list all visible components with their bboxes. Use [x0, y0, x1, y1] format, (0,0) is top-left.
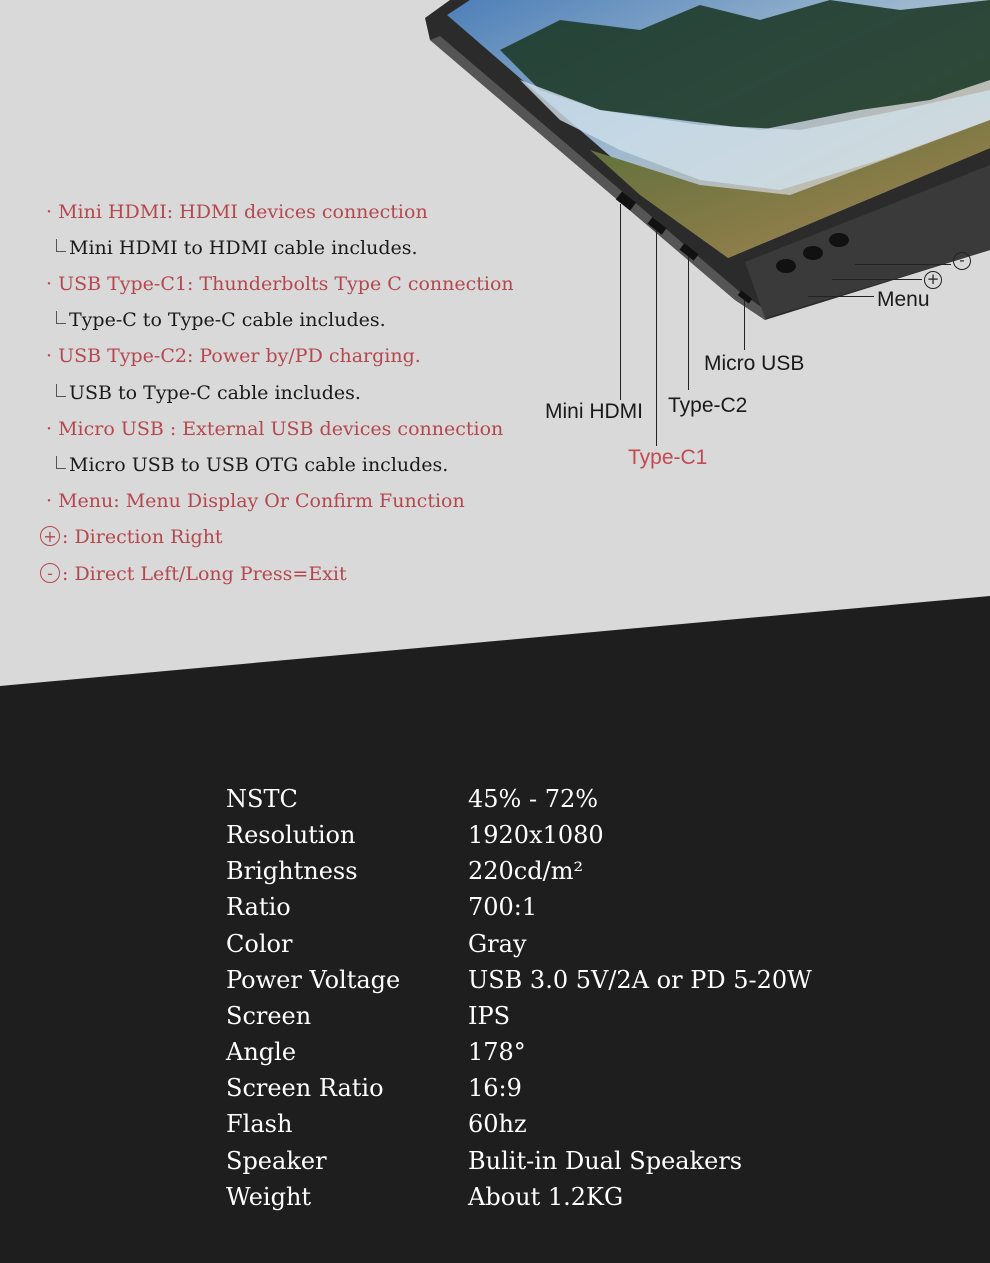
feature-type-c1-note: [56, 309, 386, 331]
callout-mini-hdmi: Mini HDMI: [545, 400, 643, 423]
spec-value: Gray: [468, 930, 527, 958]
spec-label: NSTC: [226, 785, 298, 813]
spec-value: 45% - 72%: [468, 785, 599, 813]
feature-type-c1: · USB Type-C1: Thunderbolts Type C connection: [46, 273, 514, 295]
spec-label: Speaker: [226, 1147, 327, 1175]
feature-note-text: USB to Type-C cable includes.: [69, 382, 361, 404]
spec-row: [226, 821, 926, 857]
spec-value: 178°: [468, 1038, 526, 1066]
button-menu-shape: [776, 259, 796, 273]
callout-minus-icon: -: [953, 252, 971, 270]
spec-value: 16:9: [468, 1074, 522, 1102]
feature-note-text: Mini HDMI to HDMI cable includes.: [69, 237, 418, 259]
callout-line-micro-usb: [744, 300, 745, 350]
feature-mini-hdmi-note: [56, 237, 418, 259]
corner-bracket-icon: [56, 384, 66, 397]
spec-label: Weight: [226, 1183, 312, 1211]
spec-row: [226, 857, 926, 893]
spec-value: About 1.2KG: [468, 1183, 624, 1211]
callout-line-minus: [855, 264, 951, 265]
spec-label: Resolution: [226, 821, 356, 849]
spec-label: Color: [226, 930, 293, 958]
callout-type-c2: Type-C2: [668, 394, 748, 417]
callout-line-mini-hdmi: [620, 204, 621, 400]
spec-value: Bulit-in Dual Speakers: [468, 1147, 743, 1175]
feature-plus-text: : Direction Right: [62, 526, 223, 548]
feature-note-text: Type-C to Type-C cable includes.: [69, 309, 386, 331]
spec-label: Brightness: [226, 857, 358, 885]
spec-row: [226, 893, 926, 929]
spec-row: [226, 1002, 926, 1038]
corner-bracket-icon: [56, 311, 66, 324]
spec-value: 220cd/m²: [468, 857, 584, 885]
spec-label: Screen Ratio: [226, 1074, 384, 1102]
callout-line-type-c1: [656, 230, 657, 446]
callout-line-type-c2: [688, 256, 689, 390]
plus-circle-icon: +: [40, 526, 60, 546]
feature-micro-usb: · Micro USB : External USB devices connection: [46, 418, 504, 440]
spec-row: [226, 1147, 926, 1183]
spec-value: USB 3.0 5V/2A or PD 5-20W: [468, 966, 812, 994]
feature-minus-text: : Direct Left/Long Press=Exit: [62, 563, 347, 585]
spec-value: 60hz: [468, 1110, 527, 1138]
spec-row: [226, 930, 926, 966]
callout-type-c1: Type-C1: [628, 446, 708, 469]
spec-value: 1920x1080: [468, 821, 604, 849]
feature-type-c2: · USB Type-C2: Power by/PD charging.: [46, 345, 421, 367]
spec-value: 700:1: [468, 893, 538, 921]
spec-label: Screen: [226, 1002, 312, 1030]
feature-micro-usb-note: [56, 454, 448, 476]
spec-value: IPS: [468, 1002, 511, 1030]
callout-line-menu: [808, 296, 874, 297]
feature-note-text: Micro USB to USB OTG cable includes.: [69, 454, 449, 476]
feature-plus: [40, 526, 223, 548]
callout-plus-icon: +: [924, 271, 942, 289]
spec-label: Power Voltage: [226, 966, 401, 994]
spec-label: Flash: [226, 1110, 293, 1138]
spec-row: [226, 785, 926, 821]
corner-bracket-icon: [56, 239, 66, 252]
callout-micro-usb: Micro USB: [704, 352, 805, 375]
button-plus-shape: [803, 246, 823, 260]
feature-minus: [40, 563, 347, 585]
minus-circle-icon: -: [40, 563, 60, 583]
callout-menu: Menu: [877, 288, 930, 311]
feature-menu: · Menu: Menu Display Or Confirm Function: [46, 490, 465, 512]
spec-row: [226, 1183, 926, 1219]
feature-mini-hdmi: · Mini HDMI: HDMI devices connection: [46, 201, 428, 223]
feature-type-c2-note: [56, 382, 361, 404]
button-minus-shape: [829, 233, 849, 247]
spec-row: [226, 1110, 926, 1146]
spec-row: [226, 966, 926, 1002]
corner-bracket-icon: [56, 456, 66, 469]
spec-row: [226, 1074, 926, 1110]
spec-row: [226, 1038, 926, 1074]
spec-label: Angle: [226, 1038, 297, 1066]
callout-line-plus: [832, 279, 922, 280]
spec-label: Ratio: [226, 893, 291, 921]
